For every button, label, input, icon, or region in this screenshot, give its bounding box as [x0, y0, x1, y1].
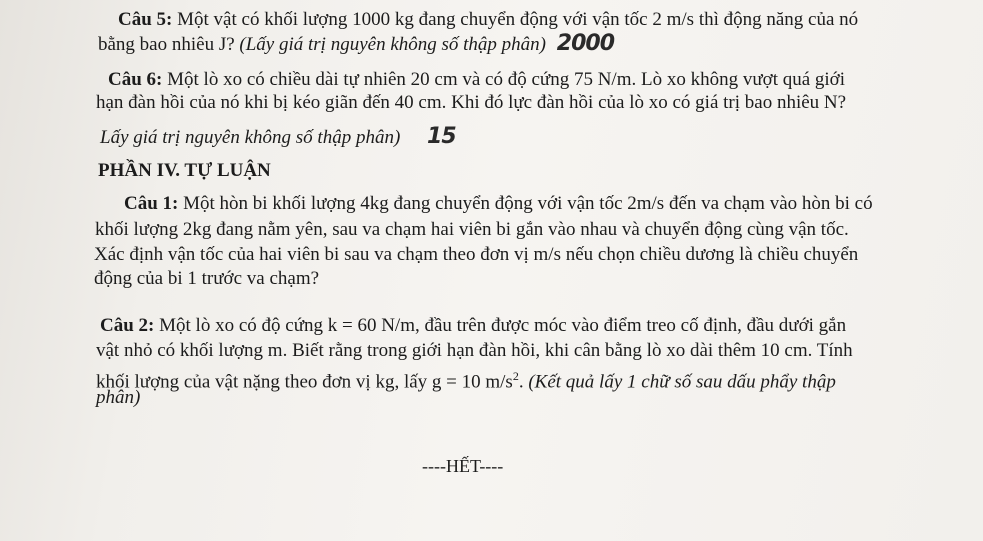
e1-line-2 [95, 219, 849, 241]
q6-label: Câu 6: [108, 69, 163, 90]
section-heading-line [98, 160, 271, 182]
e1-text-1: Một hòn bi khối lượng 4kg đang chuyển động với vận tốc 2m/s đến va chạm vào hòn bi có [178, 193, 873, 214]
e2-text-3a: khối lượng của vật nặng theo đơn vị kg, lấy g = 10 m/s [96, 371, 513, 393]
q5-text-1: Một vật có khối lượng 1000 kg đang chuyển động với vận tốc 2 m/s thì động năng của nó [172, 9, 859, 30]
e2-line-1 [100, 315, 846, 337]
section-heading: PHẦN IV. TỰ LUẬN [98, 160, 271, 181]
e2-line-4 [96, 387, 140, 409]
q6-line-3 [100, 126, 456, 149]
q5-handwritten-answer: 2000 [556, 31, 614, 56]
e1-text-4: động của bi 1 trước va chạm? [94, 268, 320, 289]
end-line [422, 455, 503, 478]
e2-text-4: phân) [96, 387, 141, 408]
e2-superscript: 2 [512, 369, 519, 383]
q6-text-2: hạn đàn hồi của nó khi bị kéo giãn đến 40 cm. Khi đó lực đàn hồi của lò xo có giá trị bao nhiêu N? [96, 92, 847, 113]
e1-line-4 [94, 268, 319, 290]
e2-note: (Kết quả lấy 1 chữ số sau dấu phẩy thập [528, 371, 836, 393]
e1-label: Câu 1: [124, 193, 179, 214]
e1-text-2: khối lượng 2kg đang nằm yên, sau va chạm hai viên bi gắn vào nhau và chuyển động cùng vận tốc. [95, 219, 849, 240]
q5-line-1 [118, 9, 858, 31]
end-mark: ----HẾT---- [422, 456, 504, 476]
e2-text-3b: . [518, 371, 529, 393]
e2-line-2 [96, 340, 853, 362]
q6-handwritten-answer: 15 [427, 124, 456, 149]
q6-text-1: Một lò xo có chiều dài tự nhiên 20 cm và có độ cứng 75 N/m. Lò xo không vượt quá giới [162, 69, 846, 90]
q6-line-2 [96, 92, 846, 114]
e1-line-1 [124, 193, 873, 215]
e2-line-3 [96, 365, 836, 393]
q5-text-2: bằng bao nhiêu J? [98, 34, 240, 55]
e2-label: Câu 2: [100, 315, 155, 336]
q6-note: Lấy giá trị nguyên không số thập phân) [100, 127, 401, 148]
q5-note: (Lấy giá trị nguyên không số thập phân) [239, 34, 547, 55]
q6-line-1 [108, 69, 845, 91]
q5-line-2 [98, 33, 614, 56]
e1-line-3 [94, 244, 858, 266]
e1-text-3: Xác định vận tốc của hai viên bi sau va chạm theo đơn vị m/s nếu chọn chiều dương là chiều chuyển [94, 244, 859, 265]
e2-text-2: vật nhỏ có khối lượng m. Biết rằng trong giới hạn đàn hồi, khi cân bằng lò xo dài thêm 10 cm. Tính [96, 340, 853, 361]
q5-label: Câu 5: [118, 9, 173, 30]
e2-text-1: Một lò xo có độ cứng k = 60 N/m, đầu trên được móc vào điểm treo cố định, đầu dưới gắn [154, 315, 847, 336]
